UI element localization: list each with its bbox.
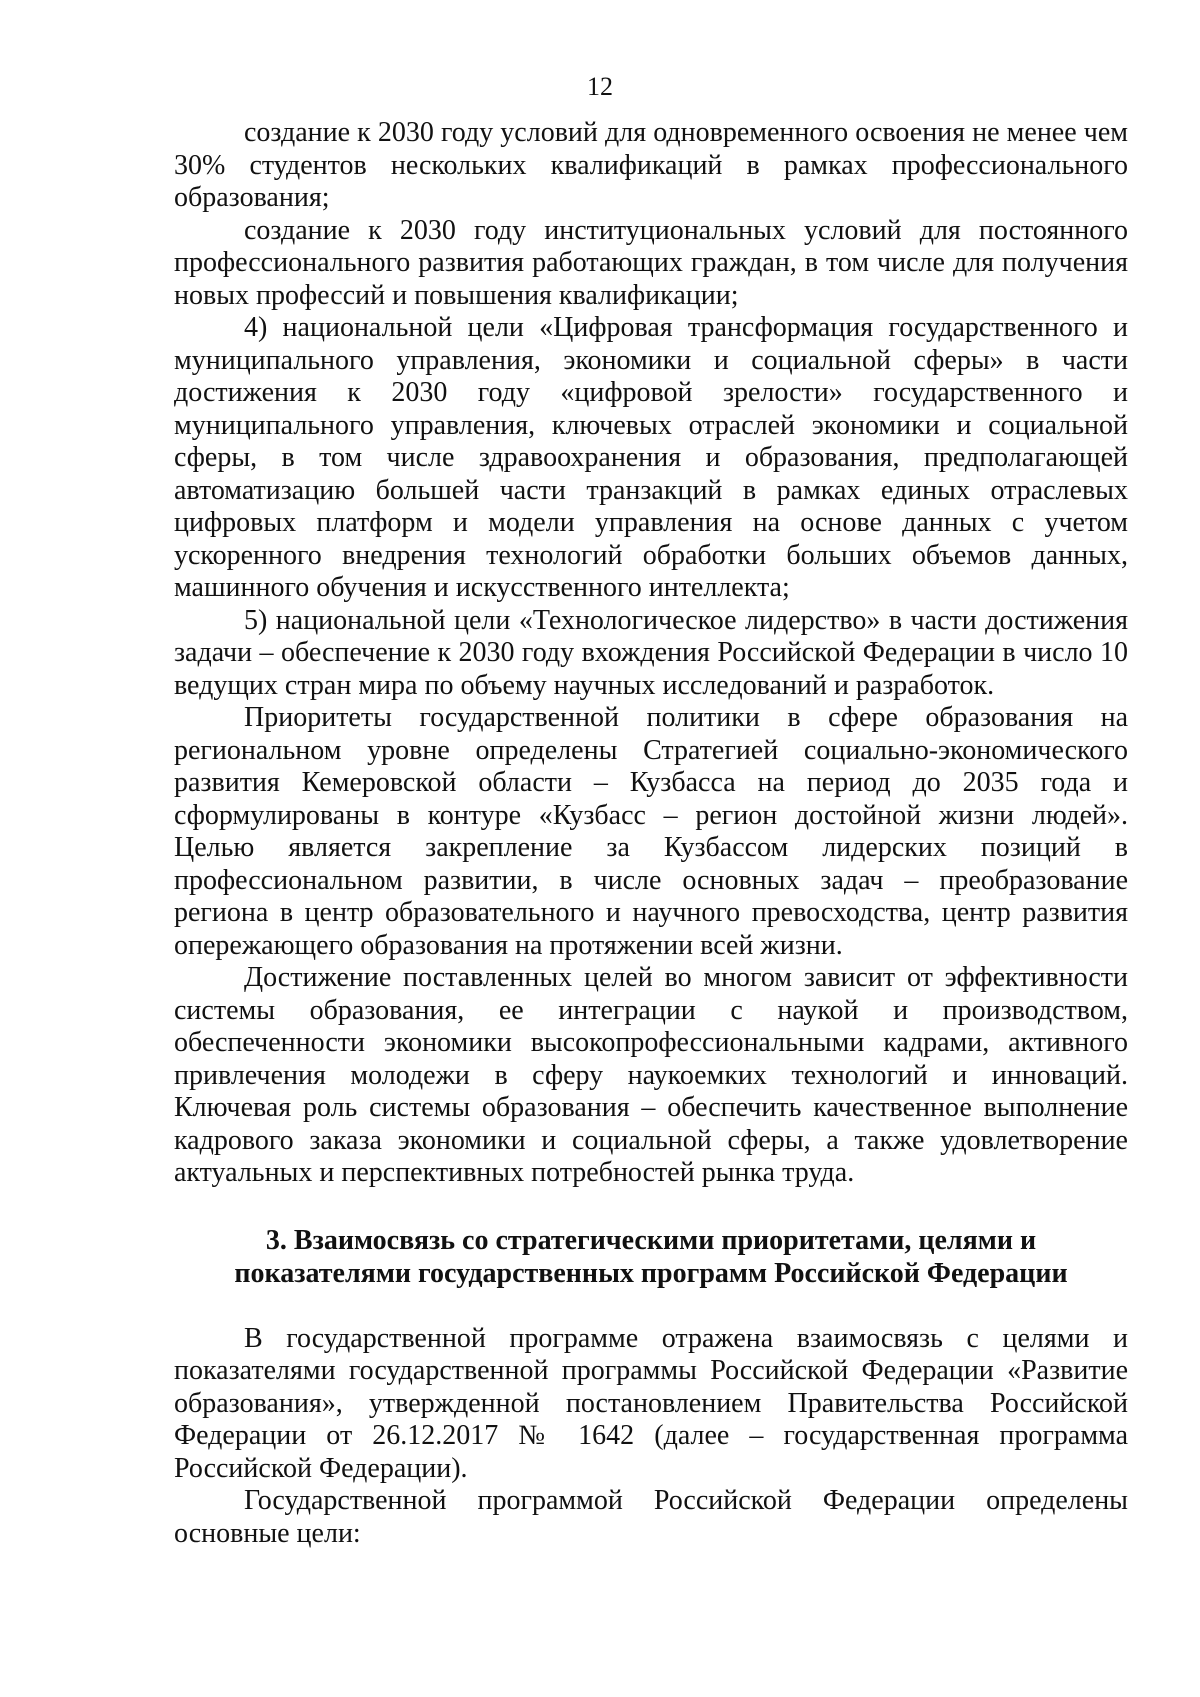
section-heading-line-1: 3. Взаимосвязь со стратегическими приоритетами, целями и — [265, 1224, 1037, 1256]
paragraph-students-qualifications: создание к 2030 году условий для одновременного освоения не менее чем 30% студентов нескольких квалификаций в рамках профессионального образования; — [174, 117, 1128, 213]
section-heading — [174, 1224, 1128, 1290]
paragraph-professional-development: создание к 2030 году институциональных условий для постоянного профессионального развития работающих граждан, в том числе для получения новых профессий и повышения квалификации; — [174, 214, 1128, 311]
document-body — [174, 117, 1128, 1550]
paragraph-regional-priorities: Приоритеты государственной политики в сфере образования на региональном уровне определены Стратегией социально-экономического развития Кемеровской области – Кузбасса на период до 2035 года и сформулированы в контуре «Кузбасс – регион достойной жизни людей». Целью является закрепление за Кузбассом лидерских позиций в профессиональном развитии, в числе основных задач – преобразование региона в центр образовательного и научного превосходства, центр развития опережающего образования на протяжении всей жизни. — [174, 702, 1128, 961]
paragraph-technological-leadership: 5) национальной цели «Технологическое лидерство» в части достижения задачи – обеспечение к 2030 году вхождения Российской Федерации в число 10 ведущих стран мира по объему научных исследований и разработок. — [174, 604, 1128, 701]
paragraph-program-relationship: В государственной программе отражена взаимосвязь с целями и показателями государственной программы Российской Федерации «Развитие образования», утвержденной постановлением Правительства Российской Федерации от 26.12.2017 № 1642 (далее – государственная программа Российской Федерации). — [174, 1322, 1128, 1484]
paragraph-goal-achievement: Достижение поставленных целей во многом зависит от эффективности системы образования, ее интеграции с наукой и производством, обеспеченности экономики высокопрофессиональными кадрами, активного привлечения молодежи в сферу наукоемких технологий и инноваций. Ключевая роль системы образования – обеспечить качественное выполнение кадрового заказа экономики и социальной сферы, а также удовлетворение актуальных и перспективных потребностей рынка труда. — [174, 962, 1128, 1188]
paragraph-main-goals: Государственной программой Российской Федерации определены основные цели: — [174, 1485, 1128, 1549]
paragraph-digital-transformation: 4) национальной цели «Цифровая трансформация государственного и муниципального управления, экономики и социальной сферы» в части достижения к 2030 году «цифровой зрелости» государственного и муниципального управления, ключевых отраслей экономики и социальной сферы, в том числе здравоохранения и образования, предполагающей автоматизацию большей части транзакций в рамках единых отраслевых цифровых платформ и модели управления на основе данных с учетом ускоренного внедрения технологий обработки больших объемов данных, машинного обучения и искусственного интеллекта; — [174, 312, 1128, 603]
section-heading-line-2: показателями государственных программ Российской Федерации — [234, 1257, 1068, 1289]
page-number: 12 — [587, 72, 613, 101]
